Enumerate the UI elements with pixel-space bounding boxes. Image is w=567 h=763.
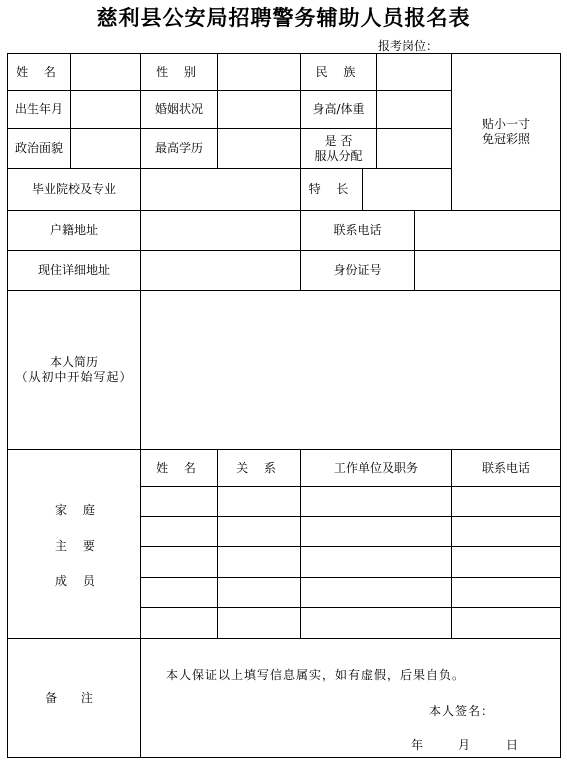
date-month-label: 月: [458, 738, 471, 752]
height-weight-label: 身高/体重: [312, 102, 365, 116]
family-header-relation: 关 系: [236, 460, 282, 475]
marital-field[interactable]: [218, 91, 300, 128]
post-label: 报考岗位：: [378, 39, 439, 53]
birth-label: 出生年月: [14, 102, 63, 116]
photo-box[interactable]: [452, 54, 560, 210]
height-weight-field[interactable]: [377, 91, 451, 128]
date-day-label: 日: [506, 738, 519, 752]
name-label: 姓 名: [16, 64, 62, 79]
resume-label: 本人简历 （从初中开始写起）: [15, 355, 133, 384]
political-label: 政治面貌: [14, 141, 63, 155]
family-header-work: 工作单位及职务: [333, 460, 418, 475]
household-field[interactable]: [141, 211, 300, 250]
family-row[interactable]: [141, 578, 560, 607]
ethnicity-label: 民 族: [315, 64, 362, 79]
political-field[interactable]: [71, 129, 140, 168]
family-row[interactable]: [141, 487, 560, 516]
name-field[interactable]: [71, 54, 140, 90]
household-label: 户籍地址: [49, 223, 98, 237]
birth-field[interactable]: [71, 91, 140, 128]
remarks-area: [141, 639, 560, 757]
family-row[interactable]: [141, 547, 560, 577]
form-title: 慈利县公安局招聘警务辅助人员报名表: [96, 6, 471, 30]
signature-label: 本人签名：: [429, 704, 495, 718]
marital-label: 婚姻状况: [154, 102, 203, 116]
photo-label-line1: 贴小一寸: [481, 117, 530, 131]
family-header-name: 姓 名: [156, 460, 202, 475]
phone-field[interactable]: [415, 211, 560, 250]
family-row[interactable]: [141, 517, 560, 546]
obey-assignment-label: 是 否 服从分配: [314, 133, 363, 163]
photo-label-line2: 免冠彩照: [481, 132, 530, 146]
family-label: 家 庭 主 要 成 员: [55, 503, 101, 588]
resume-field[interactable]: [141, 291, 560, 449]
obey-assignment-field[interactable]: [377, 129, 451, 168]
date-year-label: 年: [411, 738, 424, 752]
remarks-label: 备 注: [45, 690, 103, 705]
address-field[interactable]: [141, 251, 300, 290]
education-field[interactable]: [218, 129, 300, 168]
gender-field[interactable]: [218, 54, 300, 90]
id-number-field[interactable]: [415, 251, 560, 290]
school-major-label: 毕业院校及专业: [31, 182, 116, 196]
remarks-statement: 本人保证以上填写信息属实，如有虚假，后果自负。: [166, 668, 466, 682]
specialty-label: 特 长: [308, 182, 355, 196]
address-label: 现住详细地址: [37, 263, 110, 277]
id-number-label: 身份证号: [333, 263, 382, 277]
phone-label: 联系电话: [333, 223, 382, 237]
education-label: 最高学历: [154, 141, 203, 155]
specialty-field[interactable]: [363, 169, 451, 210]
gender-label: 性 别: [156, 64, 202, 79]
ethnicity-field[interactable]: [377, 54, 451, 90]
school-major-field[interactable]: [141, 169, 300, 210]
family-header-phone: 联系电话: [481, 460, 530, 475]
family-row[interactable]: [141, 608, 560, 638]
